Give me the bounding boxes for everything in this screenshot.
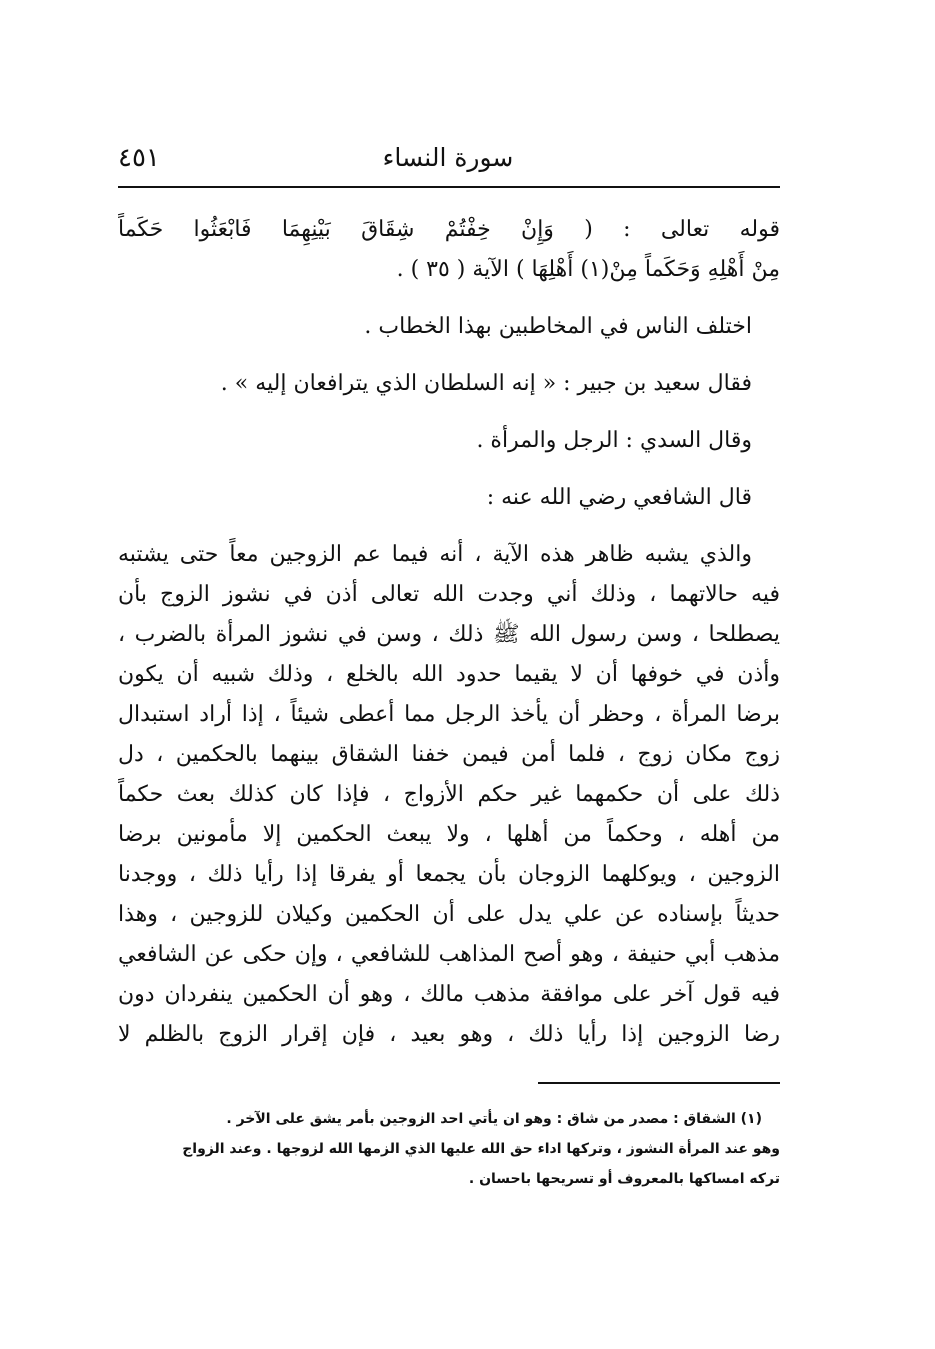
body-line: مذهب أبي حنيفة ، وهو أصح المذاهب للشافعي ، وإن حكى عن الشافعي <box>118 942 780 967</box>
body-line: من أهله ، وحكماً من أهلها ، ولا يبعث الحكمين إلا مأمونين برضا <box>118 822 780 847</box>
paragraph-gap <box>118 404 780 421</box>
footnote-line: تركه امساكها بالمعروف أو تسريحها باحسان . <box>468 1171 780 1187</box>
body-line: والذي يشبه ظاهر هذه الآية ، أنه فيما عم الزوجين معاً حتى يشتبه <box>118 542 752 567</box>
page-header <box>118 142 780 182</box>
footnote-divider <box>538 1082 780 1084</box>
body-line: زوج مكان زوج ، فلما أمن فيمن خفنا الشقاق بينهما بالحكمين ، دل <box>118 742 780 767</box>
body-line: فيه حالاتهما ، وذلك أني وجدت الله تعالى أذن في نشوز الزوج بأن <box>118 582 780 607</box>
body-line: برضا المرأة ، وحظر أن يأخذ الرجل مما أعطى شيئاً ، إذا أراد استبدال <box>118 702 780 727</box>
body-line: الزوجين ، ويوكلهما الزوجان بأن يجمعا أو يفرقا إذا رأيا ذلك ، ووجدنا <box>118 862 780 887</box>
statement-line: فقال سعيد بن جبير : « إنه السلطان الذي يترافعان إليه » . <box>220 371 752 396</box>
header-divider <box>118 186 780 188</box>
paragraph-gap <box>118 518 780 535</box>
footnote-line: وهو عند المرأة النشوز ، وتركها اداء حق الله عليها الذي الزمها الله لزوجها . وعند الزواج <box>182 1141 780 1157</box>
footnote-line: (١) الشقاق : مصدر من شاق : وهو ان يأتي احد الزوجين بأمر يشق على الآخر . <box>226 1111 762 1127</box>
body-line: وأذن في خوفها أن لا يقيما حدود الله بالخلع ، وذلك شبيه أن يكون <box>118 662 780 687</box>
paragraph-gap <box>118 290 780 307</box>
paragraph-gap <box>118 461 780 478</box>
verse-line: مِنْ أَهْلِهِ وَحَكَماً مِنْ(١) أَهْلِهَا ) الآية ( ٣٥ ) . <box>396 257 780 282</box>
footnote <box>118 1104 780 1194</box>
statement-line: وقال السدي : الرجل والمرأة . <box>476 428 752 453</box>
statement-line: قال الشافعي رضي الله عنه : <box>486 485 752 510</box>
surah-title: سورة النساء <box>382 143 514 172</box>
body-line: فيه قول آخر على موافقة مذهب مالك ، وهو أن الحكمين ينفردان دون <box>118 982 780 1007</box>
body-line: حديثاً بإسناده عن علي يدل على أن الحكمين وكيلان للزوجين ، وهذا <box>118 902 780 927</box>
main-text <box>118 210 780 1055</box>
body-line: ذلك على أن حكمهما غير حكم الأزواج ، فإذا كان كذلك بعث حكماً <box>118 782 780 807</box>
paragraph-gap <box>118 347 780 364</box>
statement-line: اختلف الناس في المخاطبين بهذا الخطاب . <box>364 314 752 339</box>
body-line: رضا الزوجين إذا رأيا ذلك ، وهو بعيد ، فإن إقرار الزوج بالظلم لا <box>118 1022 780 1047</box>
verse-line: قوله تعالى : ( وَإِنْ خِفْتُمْ شِقَاقَ بَيْنِهِمَا فَابْعَثُوا حَكَماً <box>118 217 780 242</box>
body-line: يصطلحا ، وسن رسول الله ﷺ ذلك ، وسن في نشوز المرأة بالضرب ، <box>118 622 780 647</box>
page-number: ٤٥١ <box>118 143 160 173</box>
